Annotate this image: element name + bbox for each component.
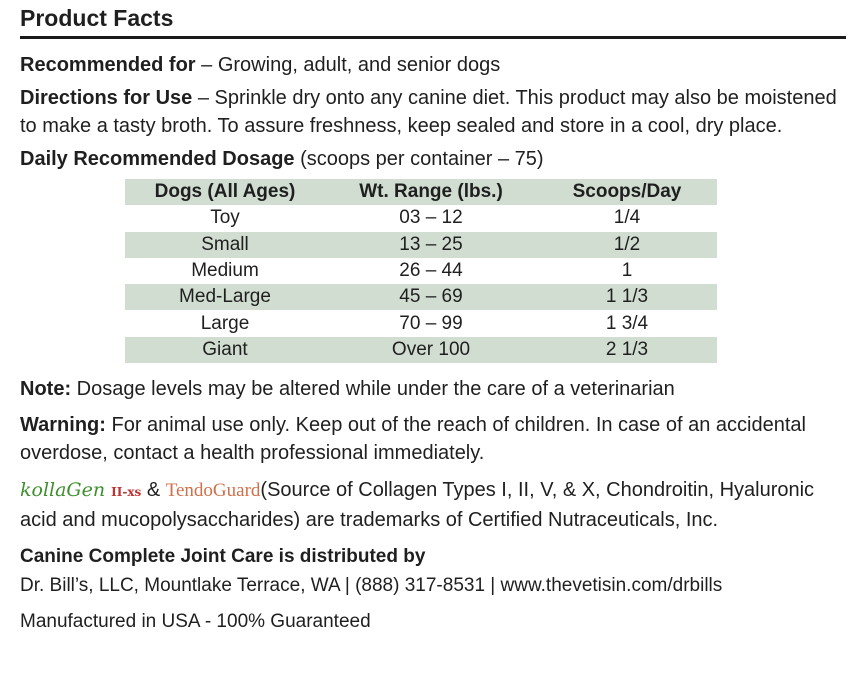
cell-size: Large: [200, 312, 250, 334]
page-title: Product Facts: [20, 5, 174, 31]
directions-text: Sprinkle dry onto any canine diet. This product may also be moistened to make a tasty broth. To assure freshness, keep sealed and store in a cool, dry place.: [20, 87, 837, 137]
table-row: [125, 258, 717, 284]
cell-scoops: 1 1/3: [537, 284, 717, 310]
cell-size: Toy: [210, 207, 240, 229]
dosage-table: [125, 179, 717, 363]
cell-weight: Over 100: [325, 337, 537, 363]
cell-scoops: 1: [621, 260, 633, 282]
recommended-label: Recommended for: [20, 54, 196, 76]
note-text: Dosage levels may be altered while under the care of a veterinarian: [71, 378, 675, 401]
recommended-sep: –: [195, 54, 218, 76]
trademark-text: (Source of Collagen Types I, II, V, & X, Chondroitin, Hyaluronic acid and mucopolysaccharides) are trademarks of Certified Nutraceuticals, Inc.: [20, 479, 815, 532]
recommended-text: Growing, adult, and senior dogs: [217, 54, 501, 76]
note-label: Note:: [20, 378, 72, 401]
table-row: [125, 232, 717, 258]
directions-label: Directions for Use: [20, 87, 193, 109]
kollagen-logo: [20, 479, 141, 501]
cell-size: Med-Large: [125, 284, 325, 310]
warning-paragraph: [20, 411, 846, 467]
trademark-amp: &: [141, 479, 166, 502]
product-facts-panel: [20, 0, 846, 635]
table-row: [125, 205, 717, 231]
dosage-note: (scoops per container – 75): [294, 148, 544, 170]
warning-label: Warning:: [20, 414, 106, 437]
cell-scoops: 1/2: [537, 232, 717, 258]
table-row: [125, 284, 717, 310]
directions-paragraph: [20, 84, 846, 140]
header-scoops: Scoops/Day: [537, 179, 717, 205]
header-weight: Wt. Range (lbs.): [325, 179, 537, 205]
cell-weight: 03 – 12: [399, 207, 463, 229]
distributor-address: Dr. Bill’s, LLC, Mountlake Terrace, WA | (888) 317-8531 | www.thevetisin.com/drbills: [20, 575, 723, 597]
distributor-heading: Canine Complete Joint Care is distributed by: [20, 546, 426, 568]
directions-sep: –: [192, 87, 215, 109]
cell-weight: 26 – 44: [399, 260, 463, 282]
manufactured-line: Manufactured in USA - 100% Guaranteed: [20, 611, 371, 633]
tendoguard-logo: TendoGuard: [165, 480, 261, 502]
cell-size: Giant: [125, 337, 325, 363]
cell-size: Small: [125, 232, 325, 258]
dosage-label: Daily Recommended Dosage: [20, 148, 295, 170]
table-header-row: [125, 179, 717, 205]
cell-size: Medium: [191, 260, 259, 282]
header-dogs: Dogs (All Ages): [125, 179, 325, 205]
trademark-paragraph: [20, 476, 846, 534]
cell-weight: 70 – 99: [399, 312, 463, 334]
table-row: [125, 310, 717, 336]
warning-text: For animal use only. Keep out of the reach of children. In case of an accidental overdose, contact a health professional immediately.: [20, 414, 806, 465]
title-divider: [20, 36, 846, 39]
kollagen-wordmark: kollaGen: [20, 479, 106, 502]
cell-scoops: 2 1/3: [537, 337, 717, 363]
note-paragraph: [20, 375, 846, 403]
cell-scoops: 1/4: [613, 207, 641, 229]
dosage-heading: [20, 145, 846, 173]
cell-weight: 45 – 69: [325, 284, 537, 310]
cell-weight: 13 – 25: [325, 232, 537, 258]
table-row: [125, 337, 717, 363]
cell-scoops: 1 3/4: [605, 312, 649, 334]
recommended-paragraph: [20, 51, 846, 79]
kollagen-suffix: II-xs: [111, 485, 142, 500]
